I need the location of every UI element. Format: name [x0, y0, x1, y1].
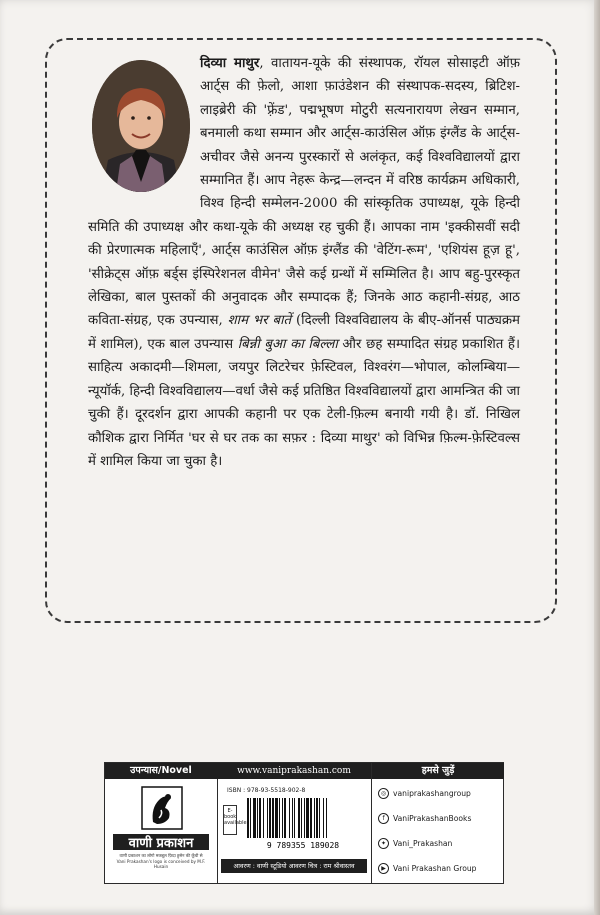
isbn-block — [217, 763, 371, 883]
cover-credits: आवरण : वाणी स्टूडियो आवरण चित्र : राम श्रीवास्तव — [221, 859, 367, 873]
barcode-digits: 9 789355 189028 — [266, 841, 340, 850]
ebook-label: E-book available — [224, 808, 247, 826]
barcode-bar — [269, 798, 271, 838]
youtube-icon: ▶ — [378, 863, 389, 874]
barcode-bar — [326, 798, 327, 838]
follow-us-heading: हमसे जुड़ें — [372, 763, 504, 779]
barcode — [243, 796, 363, 852]
social-youtube[interactable] — [378, 860, 477, 876]
social-twitter[interactable] — [378, 835, 452, 851]
social-facebook[interactable] — [378, 810, 471, 826]
cover-edge — [594, 0, 600, 915]
facebook-icon: f — [378, 813, 389, 824]
social-block — [371, 763, 504, 883]
barcode-bar — [267, 798, 268, 838]
publisher-website[interactable]: www.vaniprakashan.com — [217, 763, 371, 779]
barcode-bar — [319, 798, 320, 838]
publisher-info-panel — [104, 762, 504, 884]
barcode-bar — [272, 798, 274, 838]
publisher-block — [105, 763, 218, 883]
barcode-bar — [294, 798, 295, 838]
bio-text-intro: , वातायन-यूके की संस्थापक, रॉयल सोसाइटी ऑफ़ आर्ट्स की फ़ेलो, आशा फ़ाउंडेशन की संस्थापक-सदस्य, ब्रिटिश-लाइब्रेरी की 'फ़्रेंड', पद्मभूषण मोटुरी सत्यनारायण लेखन सम्मान, बनमाली कथा सम्मान और आर्ट्स-काउंसिल ऑफ़ इंग्लैंड के आर्ट्स-अचीवर जैसे अनन्य पुरस्कारों से अलंकृत, कई विश्वविद्यालयों द्वारा सम्मानित हैं। आप नेहरू केन्द्र—लन्दन में वरिष्ठ कार्यक्रम अधिकारी, विश्व हिन्दी सम्मेलन-2000 की सांस्कृतिक उपाध्यक्ष, यूके हिन्दी समिति की उपाध्यक्ष और कथा-यूके की अध्यक्ष रह चुकी हैं। आपका नाम 'इक्कीसवीं सदी की प्रेरणात्मक महिलाएँ', आर्ट्स काउंसिल ऑफ़ इंग्लैंड की 'वेटिंग-रूम', 'एशियंस हूज़ हू', 'सीक्रेट्स ऑफ़ बर्ड्स इंस्पिरेशनल वीमेन' जैसे कई ग्रन्थों में सम्मिलित है। आप बहु-पुरस्कृत लेखिका, बाल पुस्तकों की अनुवादक और सम्पादक हैं; जिनके आठ कहानी-संग्रह, आठ कविता-संग्रह, एक उपन्यास, — [88, 56, 520, 329]
barcode-bar — [304, 798, 305, 838]
barcode-bar — [259, 798, 261, 838]
barcode-bar — [284, 798, 286, 838]
barcode-bar — [316, 798, 318, 838]
author-bio — [88, 52, 520, 473]
bio-text-mid: (दिल्ली विश्वविद्यालय के बीए-ऑनर्स पाठ्यक्रम में शामिल), एक बाल उपन्यास — [88, 313, 520, 352]
logo-credit-text: वाणी प्रकाशन का लोगो मकबूल फ़िदा हुसेन की कूँची से Vani Prakashan's logo is conceived by M.F. Husain — [116, 853, 206, 870]
barcode-bar — [247, 798, 249, 838]
twitter-icon: ✦ — [378, 838, 389, 849]
barcode-bar — [289, 798, 290, 838]
publisher-name: वाणी प्रकाशन — [128, 836, 194, 851]
barcode-bar — [263, 798, 264, 838]
social-label: Vani Prakashan Group — [393, 863, 477, 873]
genre-label: उपन्यास/Novel — [105, 763, 217, 779]
barcode-bar — [310, 798, 312, 838]
barcode-bar — [292, 798, 293, 838]
publisher-logo-icon — [141, 786, 183, 830]
barcode-bar — [253, 798, 256, 838]
social-label: vaniprakashangroup — [393, 788, 471, 798]
barcode-bar — [279, 798, 280, 838]
photo-spacer — [88, 52, 200, 202]
child-novel-title: बिन्नी बुआ का बिल्ला — [237, 336, 338, 352]
barcode-bar — [301, 798, 302, 838]
ebook-icon — [223, 805, 247, 835]
social-instagram[interactable] — [378, 785, 471, 801]
barcode-bar — [275, 798, 278, 838]
bio-text-end: और छह सम्पादित संग्रह प्रकाशित हैं। साहित्य अकादमी—शिमला, जयपुर लिटरेचर फ़ेस्टिवल, विश्वरंग—भोपाल, कोलम्बिया—न्यूयॉर्क, हिन्दी विश्वविद्यालय—वर्धा जैसे कई प्रतिष्ठित विश्वविद्यालयों द्वारा आमन्त्रित की जा चुकी हैं। दूरदर्शन द्वारा आपकी कहानी पर एक टेली-फ़िल्म बनायी गयी है। डॉ. निखिल कौशिक द्वारा निर्मित 'घर से घर तक का सफ़र : दिव्या माथुर' को विभिन्न फ़िल्म-फ़ेस्टिवल्स में शामिल किया जा चुका है। — [88, 336, 521, 469]
isbn-text: ISBN : 978-93-5518-902-8 — [227, 787, 306, 794]
barcode-bar — [298, 798, 300, 838]
barcode-bar — [282, 798, 283, 838]
social-label: Vani_Prakashan — [393, 838, 453, 848]
barcode-bar — [250, 798, 251, 838]
barcode-bar — [323, 798, 324, 838]
novel-title: शाम भर बातें — [227, 313, 292, 329]
author-name: दिव्या माथुर — [200, 56, 260, 71]
instagram-icon: ◎ — [378, 788, 389, 799]
barcode-bar — [306, 798, 309, 838]
barcode-bar — [257, 798, 258, 838]
social-label: VaniPrakashanBooks — [393, 813, 472, 823]
barcode-bar — [314, 798, 315, 838]
